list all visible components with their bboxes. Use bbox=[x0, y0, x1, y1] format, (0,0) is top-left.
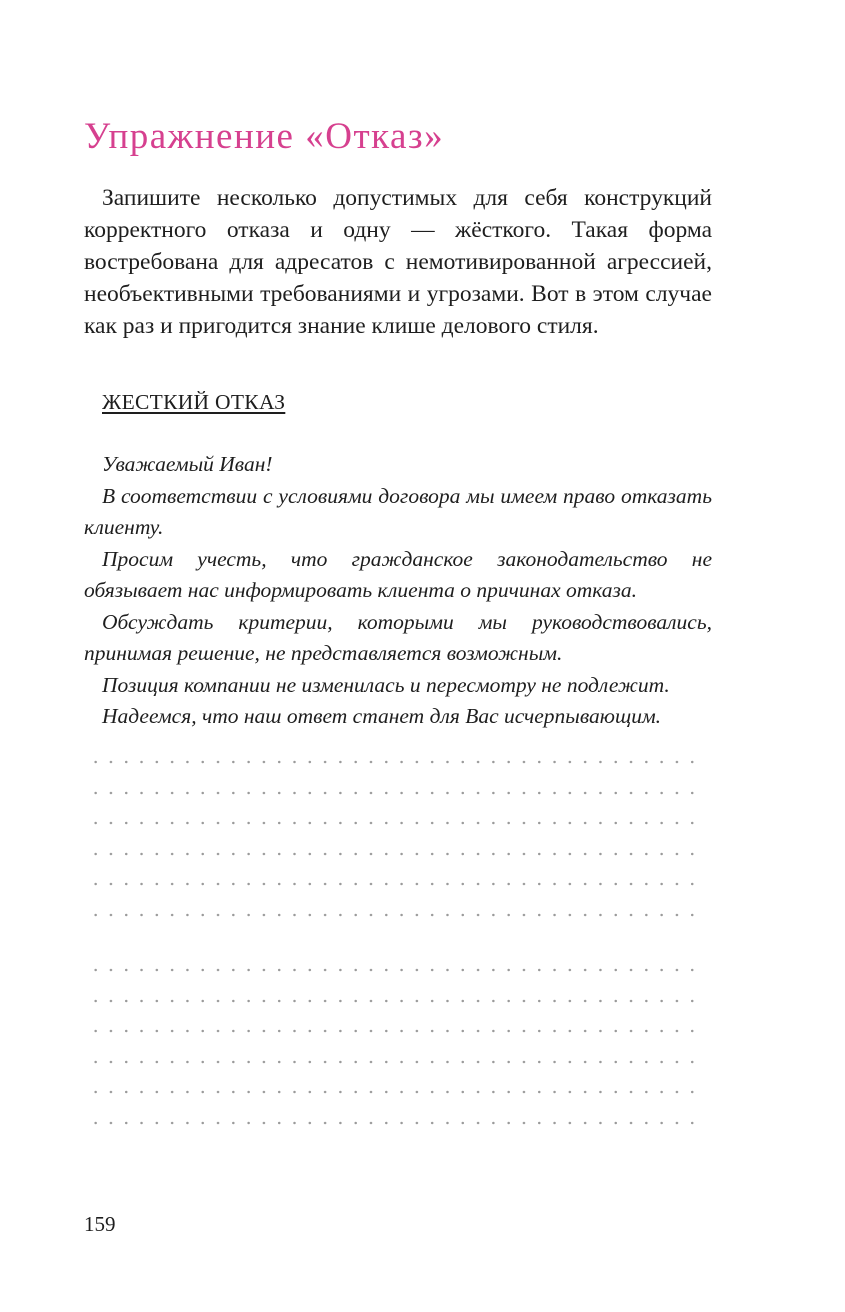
letter-paragraph: Обсуждать критерии, которыми мы руководствовались, принимая решение, не представляется возможным. bbox=[84, 609, 712, 665]
answer-line[interactable] bbox=[88, 821, 700, 852]
letter-paragraph: В соответствии с условиями договора мы имеем право отказать клиенту. bbox=[84, 483, 712, 539]
example-letter bbox=[84, 449, 712, 733]
page-number: 159 bbox=[84, 1212, 116, 1236]
answer-line[interactable] bbox=[88, 1060, 700, 1091]
answer-line[interactable] bbox=[88, 999, 700, 1030]
letter-paragraph: Надеемся, что наш ответ станет для Вас исчерпывающим. bbox=[102, 704, 662, 728]
answer-line[interactable] bbox=[88, 1029, 700, 1060]
letter-paragraph: Позиция компании не изменилась и пересмотру не подлежит. bbox=[102, 672, 670, 697]
answer-lines-group bbox=[88, 968, 700, 1152]
exercise-title: Упражнение «Отказ» bbox=[84, 116, 445, 157]
exercise-instructions: Запишите несколько допустимых для себя конструкций корректного отказа и одну — жёсткого. Такая форма востребована для адресатов с немотивированной агрессией, необъективными требованиями и угрозами. Вот в этом случае как раз и пригодится знание клише делового стиля. bbox=[84, 185, 712, 339]
answer-line[interactable] bbox=[88, 882, 700, 913]
answer-line[interactable] bbox=[88, 791, 700, 822]
example-heading: ЖЕСТКИЙ ОТКАЗ bbox=[102, 390, 286, 414]
letter-paragraph: Просим учесть, что гражданское законодательство не обязывает нас информировать клиента о причинах отказа. bbox=[84, 546, 712, 602]
answer-line[interactable] bbox=[88, 968, 700, 999]
answer-line[interactable] bbox=[88, 1090, 700, 1121]
answer-line[interactable] bbox=[88, 852, 700, 883]
answer-line[interactable] bbox=[88, 760, 700, 791]
answer-line[interactable] bbox=[88, 913, 700, 944]
answer-lines-group bbox=[88, 760, 700, 944]
letter-salutation: Уважаемый Иван! bbox=[102, 452, 273, 476]
answer-line[interactable] bbox=[88, 1121, 700, 1152]
